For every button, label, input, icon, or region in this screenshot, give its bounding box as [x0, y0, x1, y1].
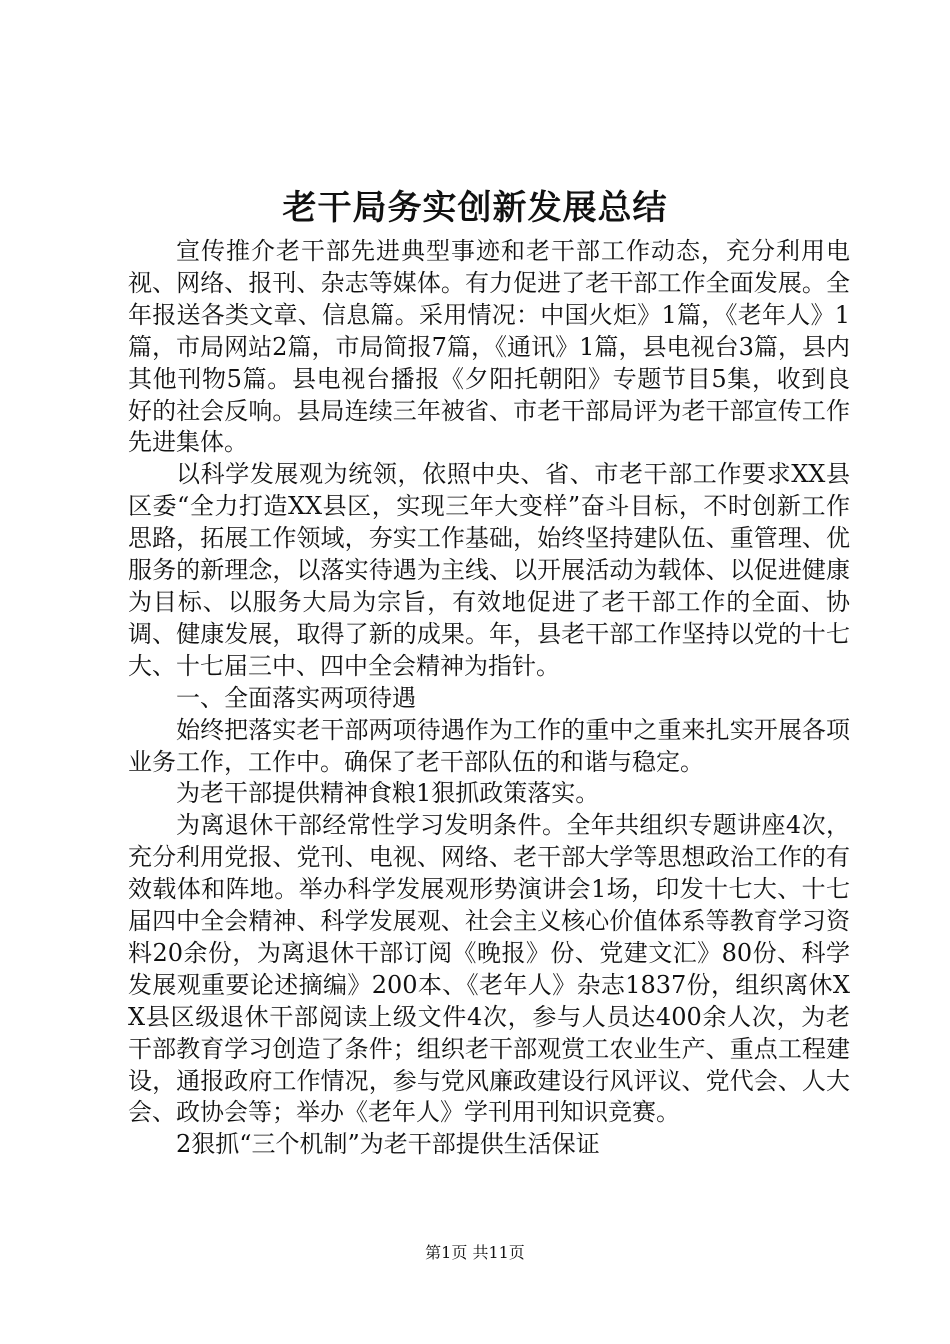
paragraph-5: 为离退休干部经常性学习发明条件。全年共组织专题讲座4次，充分利用党报、党刊、电视、网络、老干部大学等思想政治工作的有效载体和阵地。举办科学发展观形势演讲会1场，印发十七大、十七届四中全会精神、科学发展观、社会主义核心价值体系等教育学习资料20余份，为离退休干部订阅《晚报》份、党建文汇》80份、科学发展观重要论述摘编》200本、《老年人》杂志1837份，组织离休XX县区级退休干部阅读上级文件4次，参与人员达400余人次，为老干部教育学习创造了条件；组织老干部观赏工农业生产、重点工程建设，通报政府工作情况，参与党风廉政建设行风评议、党代会、人大会、政协会等；举办《老年人》学刊用刊知识竞赛。 — [128, 811, 850, 1127]
paragraph-2: 以科学发展观为统领，依照中央、省、市老干部工作要求XX县区委“全力打造XX县区，实现三年大变样”奋斗目标，不时创新工作思路，拓展工作领域，夯实工作基础，始终坚持建队伍、重管理、优服务的新理念，以落实待遇为主线、以开展活动为载体、以促进健康为目标、以服务大局为宗旨，有效地促进了老干部工作的全面、协调、健康发展，取得了新的成果。年，县老干部工作坚持以党的十七大、十七届三中、四中全会精神为指针。 — [128, 460, 850, 680]
paragraph-1: 宣传推介老干部先进典型事迹和老干部工作动态，充分利用电视、网络、报刊、杂志等媒体。有力促进了老干部工作全面发展。全年报送各类文章、信息篇。采用情况：中国火炬》1篇，《老年人》1篇，市局网站2篇，市局简报7篇，《通讯》1篇，县电视台3篇，县内其他刊物5篇。县电视台播报《夕阳托朝阳》专题节目5集，收到良好的社会反响。县局连续三年被省、市老干部局评为老干部宣传工作先进集体。 — [128, 237, 850, 457]
page-number-footer: 第1页 共11页 — [425, 1243, 525, 1262]
paragraph-6: 2狠抓“三个机制”为老干部提供生活保证 — [176, 1130, 600, 1159]
document-body — [128, 236, 850, 1161]
section-heading-1: 一、全面落实两项待遇 — [176, 683, 416, 712]
paragraph-4: 为老干部提供精神食粮1狠抓政策落实。 — [176, 779, 600, 808]
document-title: 老干局务实创新发展总结 — [282, 188, 668, 228]
paragraph-3: 始终把落实老干部两项待遇作为工作的重中之重来扎实开展各项业务工作，工作中。确保了老干部队伍的和谐与稳定。 — [128, 715, 850, 776]
